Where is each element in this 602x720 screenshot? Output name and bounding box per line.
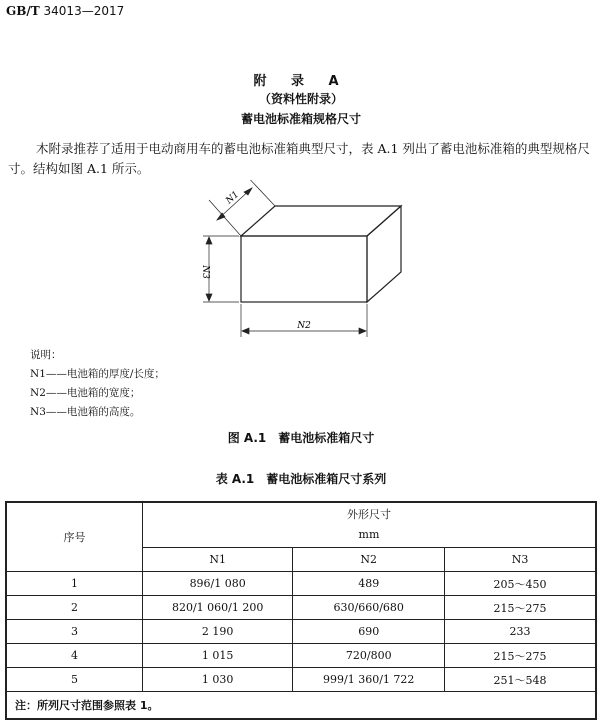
battery-box-diagram [195,180,410,340]
appendix-heading: 蓄电池标准箱规格尺寸 [240,112,361,126]
cell-n3: 215～275 [445,596,596,620]
header-dimensions-label: 外形尺寸 [346,508,391,521]
cell-n1: 1 015 [142,644,292,668]
header-dimensions [142,502,596,548]
box-front-face [241,236,367,302]
table-row [6,596,596,620]
cell-n3: 215～275 [445,644,596,668]
figure-caption: 图 A.1 蓄电池标准箱尺寸 [227,431,375,445]
cell-n2: 489 [293,572,445,596]
standard-number: 34013—2017 [43,4,125,18]
cell-n3: 205～450 [445,572,596,596]
header-n3: N3 [445,548,596,572]
table-caption: 表 A.1 蓄电池标准箱尺寸系列 [215,472,387,486]
cell-n2: 999/1 360/1 722 [293,668,445,692]
cell-serial: 4 [6,644,142,668]
table-row [6,620,596,644]
label-n1: N1 [224,189,242,207]
header-unit: mm [358,528,380,541]
note-n1: N1——电池箱的厚度/长度； [30,368,165,380]
note-n3: N3——电池箱的高度。 [30,406,141,418]
cell-n2: 720/800 [293,644,445,668]
table-row [6,644,596,668]
cell-n1: 1 030 [142,668,292,692]
appendix-title: 附 录 A [253,74,349,89]
cell-n1: 896/1 080 [142,572,292,596]
label-n2: N2 [297,321,311,331]
table-note-row [6,692,596,720]
table-note: 注：所列尺寸范围参照表 1。 [6,692,596,720]
appendix-subtitle: （资料性附录） [258,92,343,106]
table-header-row [6,502,596,548]
label-n3: N3 [200,265,210,279]
cell-n2: 630/660/680 [293,596,445,620]
table-row [6,572,596,596]
cell-n2: 690 [293,620,445,644]
dimension-table [5,501,597,720]
standard-prefix: GB/T [6,4,40,18]
notes-title: 说明： [30,349,62,361]
header-n1: N1 [142,548,292,572]
cell-n1: 2 190 [142,620,292,644]
box-side-face [367,206,401,302]
cell-n3: 251～548 [445,668,596,692]
note-n2: N2——电池箱的宽度； [30,387,141,399]
cell-serial: 3 [6,620,142,644]
figure-notes [30,346,165,422]
header-serial: 序号 [6,502,142,572]
standard-header [6,4,124,18]
cell-n1: 820/1 060/1 200 [142,596,292,620]
cell-serial: 5 [6,668,142,692]
table-row [6,668,596,692]
cell-serial: 2 [6,596,142,620]
cell-serial: 1 [6,572,142,596]
box-top-face [241,206,401,236]
cell-n3: 233 [445,620,596,644]
header-n2: N2 [293,548,445,572]
intro-paragraph: 木附录推荐了适用于电动商用车的蓄电池标准箱典型尺寸，表 A.1 列出了蓄电池标准箱的典型规格尺寸。结构如图 A.1 所示。 [8,141,590,176]
